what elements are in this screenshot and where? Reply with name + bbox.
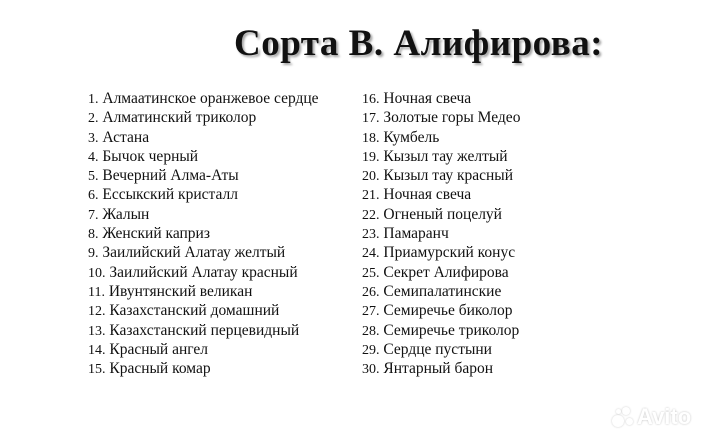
variety-name: Казахстанский перцевидный <box>109 321 300 339</box>
list-item <box>88 321 319 340</box>
variety-name: Заилийский Алатау красный <box>109 263 298 281</box>
list-item <box>88 359 319 378</box>
variety-list-left <box>88 89 319 378</box>
list-item <box>362 128 520 147</box>
variety-name: Ночная свеча <box>383 186 472 204</box>
list-item <box>362 359 520 378</box>
item-number: 1. <box>88 92 99 107</box>
variety-name: Красный комар <box>109 360 211 378</box>
list-item <box>362 243 520 262</box>
item-number: 4. <box>88 149 99 165</box>
variety-name: Кызыл тау желтый <box>383 147 508 165</box>
list-item <box>88 166 319 185</box>
variety-name: Женский каприз <box>102 225 210 243</box>
list-item <box>88 282 319 301</box>
list-item <box>362 340 520 359</box>
item-number: 23. <box>362 227 380 243</box>
list-item <box>362 224 520 243</box>
variety-name: Казахстанский домашний <box>109 302 280 320</box>
variety-name: Огненый поцелуй <box>383 205 502 223</box>
item-number: 18. <box>362 130 380 146</box>
variety-name: Жалын <box>102 205 150 223</box>
item-number: 2. <box>88 111 99 127</box>
list-item <box>362 166 520 185</box>
list-item <box>88 185 319 204</box>
list-item <box>88 243 319 262</box>
item-number: 14. <box>88 342 106 358</box>
item-number: 21. <box>362 188 380 204</box>
page-title: Сорта В. Алифирова: <box>234 23 604 64</box>
variety-list-right <box>362 89 520 378</box>
variety-name: Кумбель <box>383 128 440 146</box>
item-number: 25. <box>362 265 380 281</box>
variety-name: Семипалатинские <box>383 282 502 300</box>
item-number: 26. <box>362 284 380 300</box>
list-item <box>362 282 520 301</box>
item-number: 28. <box>362 323 380 339</box>
list-item <box>362 301 520 320</box>
list-item <box>362 89 520 108</box>
list-item <box>362 108 520 127</box>
variety-name: Семиречье биколор <box>383 302 513 320</box>
variety-name: Золотые горы Медео <box>383 109 521 127</box>
variety-name: Кызыл тау красный <box>383 167 513 185</box>
variety-name: Янтарный барон <box>383 360 494 378</box>
variety-name: Вечерний Алма-Аты <box>102 167 239 185</box>
variety-name: Ивунтянский великан <box>108 282 253 300</box>
item-number: 3. <box>88 130 99 146</box>
item-number: 15. <box>88 362 106 378</box>
list-item <box>362 205 520 224</box>
variety-name: Алматинский триколор <box>102 109 257 127</box>
item-number: 5. <box>88 169 99 185</box>
item-number: 22. <box>362 207 380 223</box>
list-item <box>88 340 319 359</box>
item-number: 8. <box>88 227 99 243</box>
list-item <box>88 301 319 320</box>
list-item <box>88 108 319 127</box>
variety-name: Памаранч <box>383 225 449 243</box>
item-number: 9. <box>88 246 99 262</box>
variety-name: Ночная свеча <box>383 90 472 107</box>
variety-name: Бычок черный <box>102 147 199 165</box>
list-item <box>88 128 319 147</box>
item-number: 20. <box>362 169 380 185</box>
item-number: 30. <box>362 362 380 378</box>
item-number: 12. <box>88 304 106 320</box>
list-item <box>88 224 319 243</box>
list-item <box>88 89 319 108</box>
variety-name: Секрет Алифирова <box>383 263 509 281</box>
list-item <box>362 263 520 282</box>
variety-name: Заилийский Алатау желтый <box>102 244 286 262</box>
item-number: 29. <box>362 342 380 358</box>
variety-name: Алмаатинское оранжевое сердце <box>102 90 319 107</box>
list-item <box>362 185 520 204</box>
item-number: 16. <box>362 92 380 107</box>
list-item <box>362 147 520 166</box>
avito-logo-icon <box>612 407 634 427</box>
item-number: 19. <box>362 149 380 165</box>
list-item <box>88 147 319 166</box>
item-number: 17. <box>362 111 380 127</box>
variety-name: Астана <box>102 128 150 146</box>
list-item <box>362 321 520 340</box>
variety-name: Красный ангел <box>109 340 209 358</box>
item-number: 6. <box>88 188 99 204</box>
item-number: 24. <box>362 246 380 262</box>
variety-name: Семиречье триколор <box>383 321 520 339</box>
item-number: 27. <box>362 304 380 320</box>
variety-name: Приамурский конус <box>383 244 516 262</box>
item-number: 10. <box>88 265 106 281</box>
item-number: 11. <box>88 284 105 300</box>
avito-watermark <box>612 404 691 430</box>
avito-watermark-text: Avito <box>637 404 692 429</box>
item-number: 7. <box>88 207 99 223</box>
item-number: 13. <box>88 323 106 339</box>
variety-name: Сердце пустыни <box>383 340 492 358</box>
list-item <box>88 205 319 224</box>
list-item <box>88 263 319 282</box>
variety-name: Ессыкский кристалл <box>102 186 238 204</box>
